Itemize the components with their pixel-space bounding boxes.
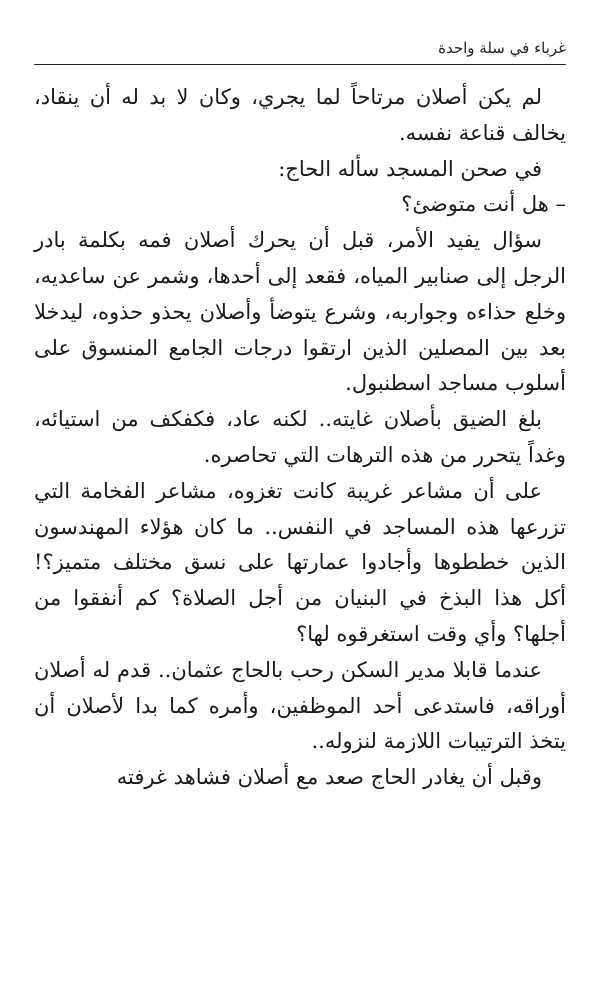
paragraph: عندما قابلا مدير السكن رحب بالحاج عثمان.. قدم له أصلان أوراقه، فاستدعى أحد الموظفين، وأمره كما بدا لأصلان أن يتخذ الترتيبات اللازمة لنزوله..: [34, 657, 566, 754]
dialog-line: – هل أنت متوضئ؟: [401, 192, 566, 217]
running-title: غرباء في سلة واحدة: [438, 39, 566, 57]
paragraph: في صحن المسجد سأله الحاج:: [278, 156, 542, 181]
paragraph: على أن مشاعر غريبة كانت تغزوه، مشاعر الفخامة التي تزرعها هذه المساجد في النفس.. ما كان هؤلاء المهندسون الذين خططوها وأجادوا عمارتها على نسق مختلف متميز؟! أكل هذا البذخ في البنيان من أجل الصلاة؟ كم أنفقوا من أجلها؟ وأي وقت استغرقوه لها؟: [34, 478, 566, 646]
paragraph: وقبل أن يغادر الحاج صعد مع أصلان فشاهد غرفته: [116, 765, 542, 790]
page-body: [34, 80, 566, 980]
paragraph: لم يكن أصلان مرتاحاً لما يجري، وكان لا بد له أن ينقاد، يخالف قناعة نفسه.: [34, 85, 566, 145]
paragraph: بلغ الضيق بأصلان غايته.. لكنه عاد، فكفكف من استيائه، وغداً يتحرر من هذه الترهات التي تحاصره.: [34, 407, 566, 467]
paragraph: سؤال يفيد الأمر، قبل أن يحرك أصلان فمه بكلمة بادر الرجل إلى صنابير المياه، فقعد إلى أحدها، وشمر عن ساعديه، وخلع حذاءه وجواربه، وشرع يتوضأ وأصلان يحذو حذوه، ليدخلا بعد بين المصلين الذين ارتقوا درجات الجامع المنسوق على أسلوب مساجد اسطنبول.: [34, 228, 566, 396]
page-header: [34, 30, 566, 65]
